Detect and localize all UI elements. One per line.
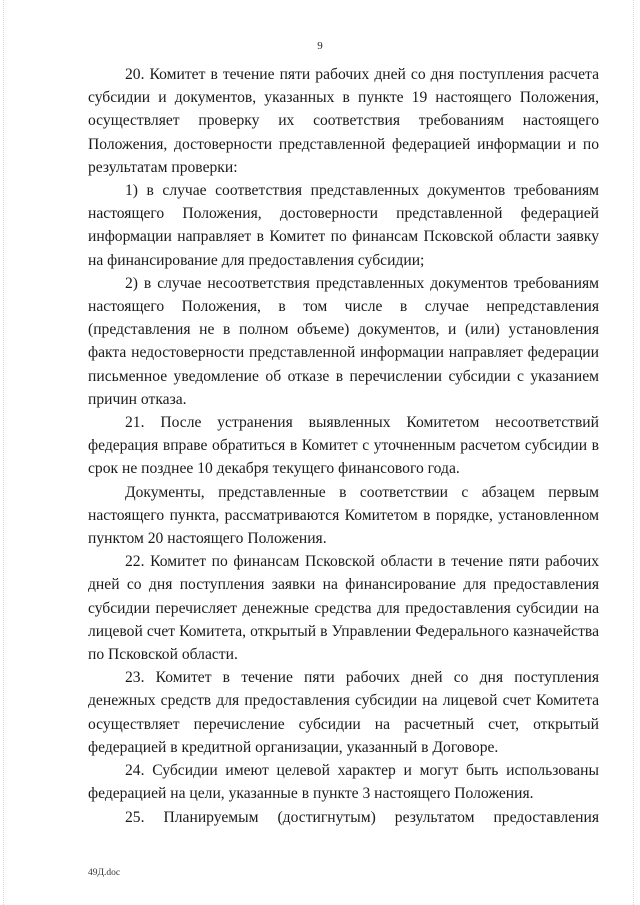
paragraph-21-abzac: Документы, представленные в соответствии с абзацем первым настоящего пункта, рассматриваются Комитетом в порядке, установленном пунктом 20 настоящего Положения. <box>88 483 599 548</box>
right-margin-rule <box>633 0 634 905</box>
page-number: 9 <box>317 40 323 52</box>
document-body <box>88 63 599 829</box>
paragraph-21: 21. После устранения выявленных Комитетом несоответствий федерация вправе обратиться в Комитет с уточненным расчетом субсидии в срок не позднее 10 декабря текущего финансового года. <box>88 414 599 478</box>
paragraph-20-item-1: 1) в случае соответствия представленных документов требованиям настоящего Положения, достоверности представленной федерацией информации направляет в Комитет по финансам Псковской области заявку на финансирование для предоставления субсидии; <box>88 182 599 269</box>
paragraph-24: 24. Субсидии имеют целевой характер и могут быть использованы федерацией на цели, указанные в пункте 3 настоящего Положения. <box>88 762 599 803</box>
left-margin-rule <box>3 0 4 905</box>
paragraph-22: 22. Комитет по финансам Псковской области в течение пяти рабочих дней со дня поступления заявки на финансирование для предоставления субсидии перечисляет денежные средства для предоставления субсидии на лицевой счет Комитета, открытый в Управлении Федерального казначейства по Псковской области. <box>88 553 599 664</box>
file-name-footer: 49Д.doc <box>88 868 121 878</box>
paragraph-25: 25. Планируемым (достигнутым) результатом предоставления <box>125 808 599 826</box>
paragraph-23: 23. Комитет в течение пяти рабочих дней со дня поступления денежных средств для предоставления субсидии на лицевой счет Комитета осуществляет перечисление субсидии на расчетный счет, открытый федерацией в кредитной организации, указанный в Договоре. <box>88 669 599 756</box>
paragraph-20: 20. Комитет в течение пяти рабочих дней со дня поступления расчета субсидии и документов, указанных в пункте 19 настоящего Положения, осуществляет проверку их соответствия требованиям настоящего Положения, достоверности представленной федерацией информации и по результатам проверки: <box>88 66 599 176</box>
paragraph-20-item-2: 2) в случае несоответствия представленных документов требованиям настоящего Положения, в том числе в случае непредставления (представления не в полном объеме) документов, и (или) установления факта недостоверности представленной информации направляет федерации письменное уведомление об отказе в перечислении субсидии с указанием причин отказа. <box>88 274 599 408</box>
